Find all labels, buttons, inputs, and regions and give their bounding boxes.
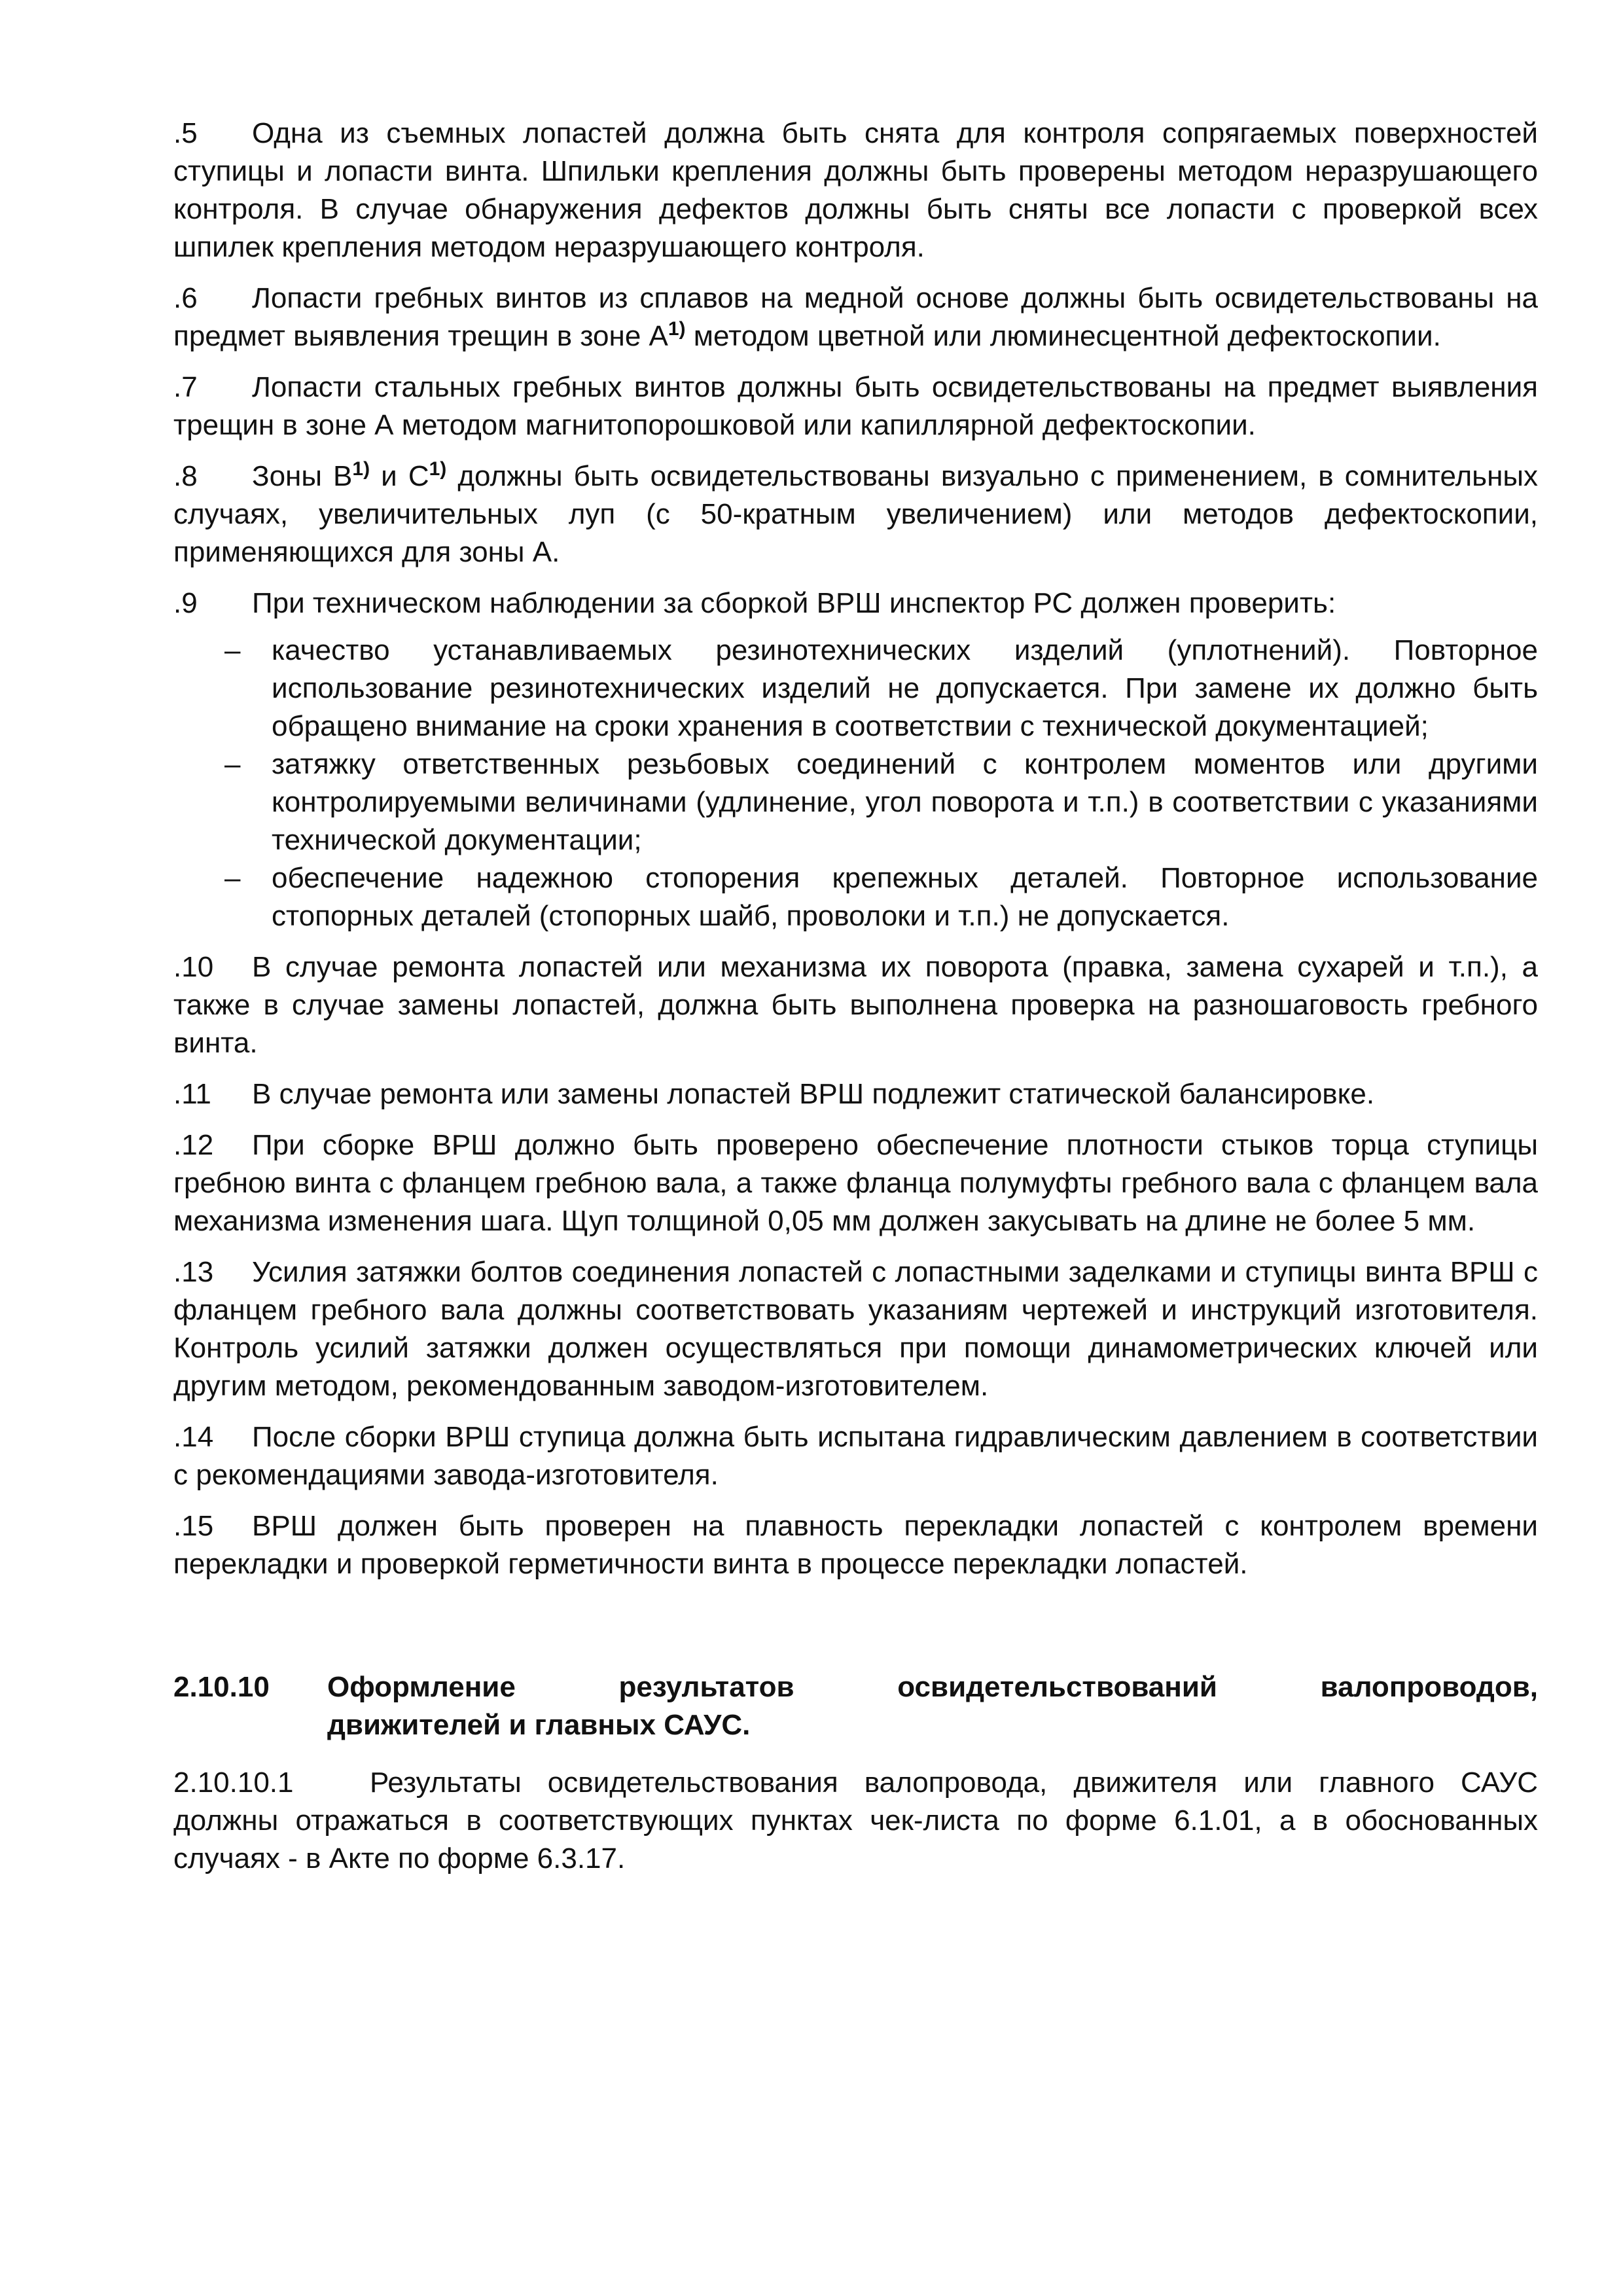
paragraph-text: и С [370, 460, 429, 492]
subsection-number: 2.10.10.1 [173, 1767, 294, 1799]
list-item-text: затяжку ответственных резьбовых соединений с контролем моментов или другими контролируемыми величинами (удлинение, угол поворота и т.п.) в соответствии с указаниями технической документации; [272, 748, 1538, 856]
paragraph-text: Усилия затяжки болтов соединения лопастей с лопастными заделками и ступицы винта ВРШ с фланцем гребного вала должны соответствовать указаниям чертежей и инструкций изготовителя. Контроль усилий затяжки должен осуществляться при помощи динамометрических ключей или другим методом, рекомендованным заводом-изготовителем. [173, 1256, 1538, 1402]
paragraph-9 [173, 584, 1538, 622]
paragraph-number: .13 [173, 1256, 214, 1288]
paragraph-text: Одна из съемных лопастей должна быть снята для контроля сопрягаемых поверхностей ступицы и лопасти винта. Шпильки крепления должны быть проверены методом неразрушающего контроля. В случае обнаружения дефектов должны быть сняты все лопасти с проверкой всех шпилек крепления методом неразрушающего контроля. [173, 117, 1538, 263]
paragraph-13 [173, 1253, 1538, 1405]
paragraph-text: Лопасти стальных гребных винтов должны быть освидетельствованы на предмет выявления трещин в зоне А методом магнитопорошковой или капиллярной дефектоскопии. [173, 371, 1538, 441]
section-heading [173, 1668, 1538, 1744]
paragraph-text: Лопасти гребных винтов из сплавов на медной основе должны быть освидетельствованы на предмет выявления трещин в зоне А [173, 282, 1538, 352]
dash-bullet: – [224, 748, 241, 780]
section-title [327, 1668, 1538, 1744]
checklist [173, 632, 1538, 935]
subsection-paragraph [173, 1764, 1538, 1878]
paragraph-14 [173, 1418, 1538, 1494]
list-item [173, 632, 1538, 745]
paragraph-text: Зоны В [252, 460, 353, 492]
paragraph-text: методом цветной или люминесцентной дефектоскопии. [685, 320, 1441, 352]
paragraph-text: При техническом наблюдении за сборкой ВРШ инспектор РС должен проверить: [252, 587, 1336, 619]
paragraph-number: .7 [173, 371, 198, 403]
paragraph-10 [173, 948, 1538, 1062]
paragraph-11 [173, 1075, 1538, 1113]
paragraph-number: .6 [173, 282, 198, 314]
list-item-text: качество устанавливаемых резинотехнических изделий (уплотнений). Повторное использование резинотехнических изделий не допускается. При замене их должно быть обращено внимание на сроки хранения в соответствии с технической документацией; [272, 634, 1538, 742]
paragraph-6 [173, 279, 1538, 355]
paragraph-text: ВРШ должен быть проверен на плавность перекладки лопастей с контролем времени перекладки и проверкой герметичности винта в процессе перекладки лопастей. [173, 1510, 1538, 1580]
paragraph-text: В случае ремонта или замены лопастей ВРШ подлежит статической балансировке. [252, 1078, 1375, 1110]
paragraph-number: .14 [173, 1421, 214, 1453]
footnote-ref: 1) [668, 318, 686, 340]
paragraph-7 [173, 368, 1538, 444]
footnote-ref: 1) [352, 458, 370, 480]
paragraph-number: .9 [173, 587, 198, 619]
footnote-ref: 1) [429, 458, 447, 480]
section-title-word: Оформление [327, 1671, 516, 1703]
paragraph-text: В случае ремонта лопастей или механизма их поворота (правка, замена сухарей и т.п.), а также в случае замены лопастей, должна быть выполнена проверка на разношаговость гребного винта. [173, 951, 1538, 1059]
dash-bullet: – [224, 634, 241, 666]
dash-bullet: – [224, 862, 241, 894]
section-title-word: освидетельствований [897, 1671, 1217, 1703]
list-item-text: обеспечение надежною стопорения крепежных деталей. Повторное использование стопорных деталей (стопорных шайб, проволоки и т.п.) не допускается. [272, 862, 1538, 932]
section-title-word: результатов [618, 1671, 794, 1703]
document-page [173, 115, 1538, 1891]
paragraph-8 [173, 457, 1538, 571]
paragraph-text: Результаты освидетельствования валопровода, движителя или главного САУС должны отражаться в соответствующих пунктах чек-листа по форме 6.1.01, а в обоснованных случаях - в Акте по форме 6.3.17. [173, 1767, 1538, 1874]
paragraph-number: .10 [173, 951, 214, 983]
paragraph-15 [173, 1507, 1538, 1583]
paragraph-5 [173, 115, 1538, 266]
paragraph-number: .12 [173, 1129, 214, 1161]
list-item [173, 859, 1538, 935]
paragraph-12 [173, 1126, 1538, 1240]
paragraph-text: При сборке ВРШ должно быть проверено обеспечение плотности стыков торца ступицы гребною винта с фланцем гребною вала, а также фланца полумуфты гребного вала с фланцем вала механизма изменения шага. Щуп толщиной 0,05 мм должен закусывать на длине не более 5 мм. [173, 1129, 1538, 1237]
paragraph-number: .8 [173, 460, 198, 492]
section-number: 2.10.10 [173, 1671, 270, 1703]
paragraph-number: .5 [173, 117, 198, 149]
paragraph-number: .11 [173, 1078, 211, 1110]
paragraph-text: После сборки ВРШ ступица должна быть испытана гидравлическим давлением в соответствии с рекомендациями завода-изготовителя. [173, 1421, 1538, 1491]
paragraph-number: .15 [173, 1510, 214, 1542]
list-item [173, 745, 1538, 859]
section-title-word: валопроводов, [1320, 1671, 1538, 1703]
section-title-line [327, 1668, 1538, 1706]
section-title-line: движителей и главных САУС. [327, 1709, 751, 1741]
paragraph-text: должны быть освидетельствованы визуально с применением, в сомнительных случаях, увеличительных луп (с 50-кратным увеличением) или методов дефектоскопии, применяющихся для зоны А. [173, 460, 1538, 568]
